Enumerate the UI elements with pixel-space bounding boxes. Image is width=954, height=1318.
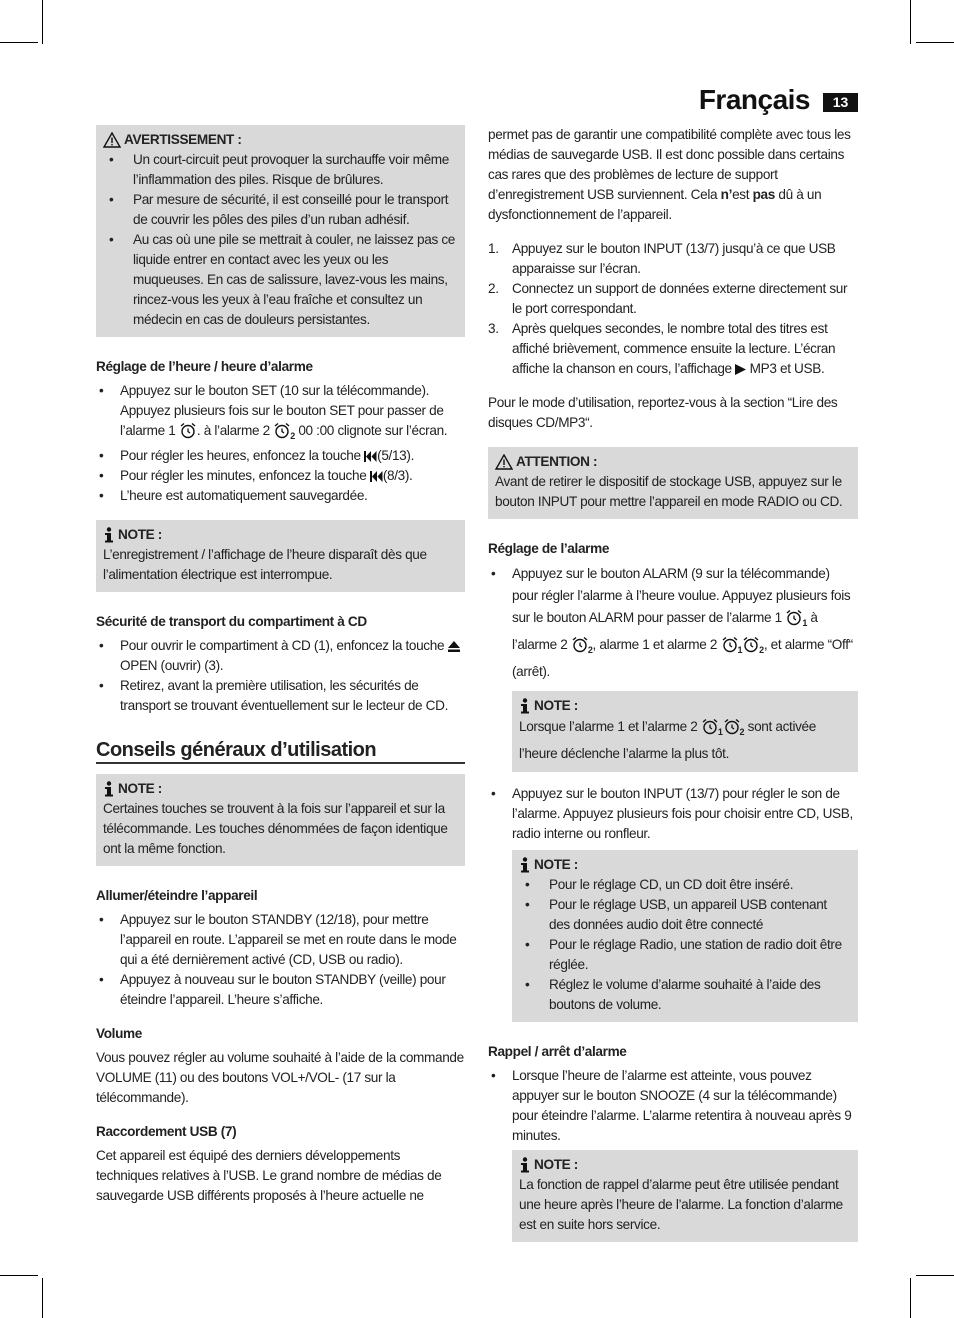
alarm-clock-icon [721,636,739,653]
text: Appuyez sur le bouton SET (10 sur la télécommande). Appuyez plusieurs fois sur le bouton SET pour passer de l’alarme 1 [120,383,444,438]
crop-mark [0,42,38,43]
list-item: • Par mesure de sécurité, il est conseillé pour le transport de couvrir les pôles des piles d’un ruban adhésif. [103,190,458,230]
section-heading: Rappel / arrêt d’alarme [488,1044,627,1059]
step-number: 1. [488,241,499,256]
alarm-index: 2 [290,431,295,441]
text: Pour régler les minutes, enfoncez la touche [120,468,367,483]
text: à l’alarme 2 [512,610,818,652]
note-title [519,696,851,716]
text: Pour régler les heures, enfoncez la touche [120,448,361,463]
section-heading: Raccordement USB (7) [96,1124,237,1139]
list-item: • Retirez, avant la première utilisation, les sécurités de transport se trouvant éventuellement sur le lecteur de CD. [96,676,465,716]
text: , et alarme “Off“ (arrêt). [512,637,853,679]
page-language-title: Français [698,84,810,115]
note-title [103,525,458,545]
note-title-text: NOTE : [534,698,578,713]
alarm-index: 1 [802,618,807,628]
list-item: • Pour le réglage USB, un appareil USB contenant des données audio doit être connecté [519,895,851,935]
list-item: • Un court-circuit peut provoquer la surchauffe voir même l’inflammation des piles. Risque de brûlures. [103,150,458,190]
note-text: L’enregistrement / l’affichage de l’heure disparaît dès que l’alimentation électrique est interrompue. [103,547,427,582]
attention-title-text: ATTENTION : [516,454,598,469]
list-item [96,466,465,486]
text: sont activée l’heure déclenche l’alarme la plus tôt. [519,719,816,761]
alarm-index: 2 [759,645,764,655]
section-heading: Sécurité de transport du compartiment à CD [96,614,367,629]
note-text [519,716,851,765]
emphasis: n’ [720,187,733,202]
clock-section [96,357,465,506]
section-heading: Allumer/éteindre l’appareil [96,888,258,903]
warning-title-text: AVERTISSEMENT : [124,132,242,147]
warning-title [103,130,458,150]
note-text: Certaines touches se trouvent à la fois sur l’appareil et sur la télécommande. Les touches dénommées de façon identique ont la même fonction. [103,801,448,856]
alarm-clock-icon [273,422,291,439]
note-box [512,1150,858,1242]
info-icon [519,698,531,714]
step-number: 3. [488,321,499,336]
note-box [512,691,858,772]
note-title-text: NOTE : [534,1157,578,1172]
warning-triangle-icon [103,132,121,148]
list-item [96,636,465,676]
note-title-text: NOTE : [118,527,162,542]
attention-text: Avant de retirer le dispositif de stockage USB, appuyez sur le bouton INPUT pour mettre l’appareil en mode RADIO ou CD. [495,474,843,509]
power-section [96,886,465,1010]
list-item: • Pour le réglage Radio, une station de radio doit être réglée. [519,935,851,975]
list-item: • Appuyez sur le bouton STANDBY (12/18), pour mettre l’appareil en route. L’appareil se met en route dans le mode qui a été dernièrement activé (CD, USB ou radio). [96,910,465,970]
list-item: • Réglez le volume d’alarme souhaité à l’aide des boutons de volume. [519,975,851,1015]
snooze-list [488,1066,858,1146]
note-title-text: NOTE : [118,781,162,796]
volume-section [96,1024,465,1108]
info-icon [519,1157,531,1173]
skip-back-icon [364,451,377,462]
alarm-index: 1 [717,727,723,737]
alarm-list [488,563,858,683]
section-title: Conseils généraux d’utilisation [96,740,465,764]
list-item: • Appuyez sur le bouton INPUT (13/7) pour régler le son de l’alarme. Appuyez plusieurs fois pour choisir entre CD, USB, radio interne ou ronfleur. [488,784,858,844]
note-list [519,875,851,1015]
note-title [103,779,458,799]
attention-title [495,452,851,472]
text: Pour ouvrir le compartiment à CD (1), enfoncez la touche [120,638,445,653]
left-column [96,125,465,1220]
text: Après quelques secondes, le nombre total des titres est affiché brièvement, commence ensuite la lecture. L’écran affiche la chanson en cours, l’affichage [512,321,836,376]
alarm-clock-icon [742,636,760,653]
list-item [96,381,465,446]
list-item: • L’heure est automatiquement sauvegardée. [96,486,465,506]
alarm-clock-icon [179,422,197,439]
snooze-section [488,1042,858,1242]
list-item [488,319,858,379]
usb-section [96,1122,465,1206]
page-number: 13 [823,93,858,112]
text: dû à un dysfonctionnement de l’appareil. [488,187,822,222]
text: MP3 et USB. [749,361,825,376]
warning-box [96,125,465,337]
note-title-text: NOTE : [534,857,578,872]
list-item: • Au cas où une pile se mettrait à couler, ne laissez pas ce liquide entrer en contact avec les yeux ou les muqueuses. En cas de salissure, lavez-vous les mains, rincez-vous les yeux à l’eau fraîche et consultez un médecin en cas de douleurs persistantes. [103,230,458,330]
clock-list [96,381,465,506]
attention-box [488,447,858,519]
paragraph: Cet appareil est équipé des derniers développements techniques relatives à l’USB. Le grand nombre de médias de sauvegarde USB différents proposés à l’heure actuelle ne [96,1148,442,1203]
crop-mark [916,42,954,43]
text: . à l’alarme 2 [196,423,270,438]
crop-mark [42,1278,43,1318]
text: Appuyez sur le bouton ALARM (9 sur la télécommande) pour régler l’alarme à l’heure voulue. Appuyez plusieurs fois sur le bouton ALARM pour passer de l’alarme 1 [512,566,851,625]
note-title [519,855,851,875]
text: Connectez un support de données externe directement sur le port correspondant. [512,281,848,316]
crop-mark [916,1275,954,1276]
step-number: 2. [488,281,499,296]
note-title [519,1155,851,1175]
right-column [488,125,858,1262]
alarm-clock-icon [785,609,803,626]
text: est [732,187,753,202]
list-item [488,563,858,683]
info-icon [519,857,531,873]
section-heading: Réglage de l’heure / heure d’alarme [96,359,313,374]
text: OPEN (ouvrir) (3). [120,658,224,673]
usb-steps [488,239,858,379]
text: Lorsque l’alarme 1 et l’alarme 2 [519,719,698,734]
note-box [96,774,465,866]
text: Appuyez sur le bouton INPUT (13/7) jusqu’à ce que USB apparaisse sur l’écran. [512,241,836,276]
info-icon [103,781,115,797]
warning-triangle-icon [495,454,513,470]
note-box [512,850,858,1022]
alarm-clock-icon [571,636,589,653]
text: , alarme 1 et alarme 2 [592,637,718,652]
text: (8/3). [382,468,413,483]
alarm-index: 1 [737,645,743,655]
transport-list [96,636,465,716]
list-item [488,239,858,279]
list-item [488,279,858,319]
list-item: • Appuyez à nouveau sur le bouton STANDBY (veille) pour éteindre l’appareil. L’heure s’affiche. [96,970,465,1010]
paragraph: Vous pouvez régler au volume souhaité à l’aide de la commande VOLUME (11) ou des boutons VOL+/VOL- (17 sur la télécommande). [96,1050,464,1105]
alarm-list [488,784,858,844]
crop-mark [42,0,43,44]
text: (5/13). [377,448,414,463]
alarm-index: 2 [587,645,593,655]
list-item: • Pour le réglage CD, un CD doit être inséré. [519,875,851,895]
alarm-clock-icon [723,718,741,735]
alarm-index: 2 [739,727,745,737]
alarm-clock-icon [701,718,719,735]
paragraph [488,125,858,225]
skip-back-icon [370,471,383,482]
play-icon [735,364,746,375]
crop-mark [910,1278,911,1318]
note-box [96,520,465,592]
paragraph: Pour le mode d’utilisation, reportez-vous à la section “Lire des disques CD/MP3“. [488,395,838,430]
transport-section [96,612,465,716]
crop-mark [0,1275,38,1276]
text: permet pas de garantir une compatibilité complète avec tous les médias de sauvegarde USB. Il est donc possible dans certains cas rares que des problèmes de lecture de support d’enregistrement USB surviennent. Cela [488,127,851,202]
text: 00 :00 clignote sur l’écran. [294,423,448,438]
note-text: La fonction de rappel d’alarme peut être utilisée pendant une heure après l’heure de l’alarme. La fonction d’alarme est en suite hors service. [519,1177,843,1232]
section-heading: Réglage de l’alarme [488,541,610,556]
section-heading: Volume [96,1026,142,1041]
eject-icon [448,641,460,652]
emphasis: pas [752,187,775,202]
warning-list [103,150,458,330]
crop-mark [910,0,911,44]
power-list [96,910,465,1010]
list-item: • Lorsque l’heure de l’alarme est atteinte, vous pouvez appuyer sur le bouton SNOOZE (4 sur la télécommande) pour éteindre l’alarme. L’alarme retentira à nouveau après 9 minutes. [488,1066,858,1146]
list-item [96,446,465,466]
alarm-section [488,539,858,1022]
info-icon [103,527,115,543]
